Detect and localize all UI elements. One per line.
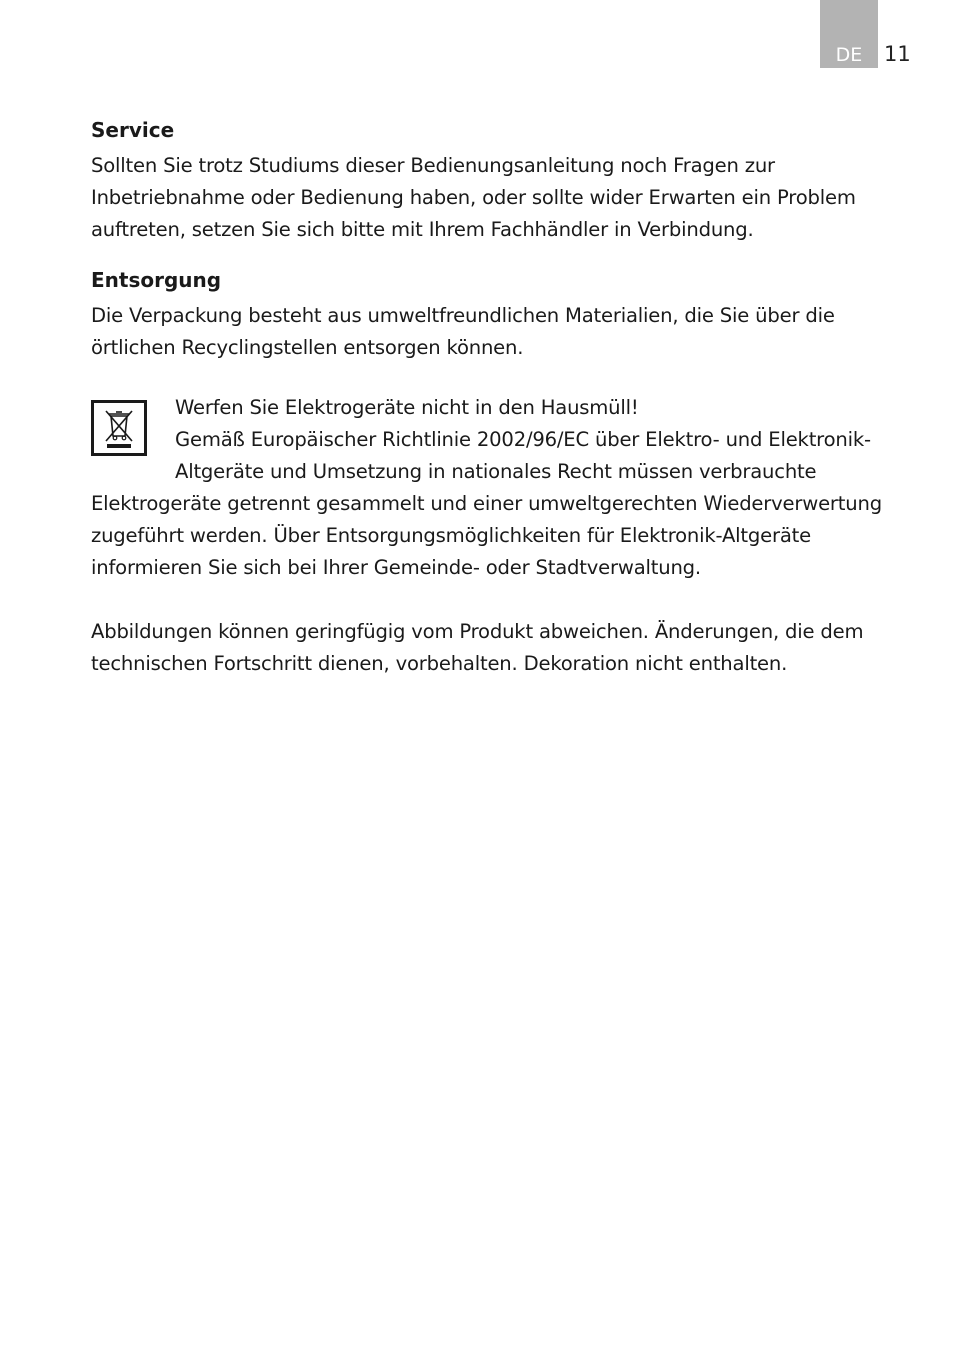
- service-heading: Service: [91, 118, 175, 142]
- page-number: 11: [884, 42, 911, 66]
- language-label: DE: [835, 44, 863, 66]
- weee-section: [91, 392, 913, 584]
- service-text: Sollten Sie trotz Studiums dieser Bedienungsanleitung noch Fragen zur Inbetriebnahme oder Bedienung haben, oder sollte wider Erwarten ein Problem auftreten, setzen Sie sich bitte mit Ihrem Fachhändler in Verbindung.: [91, 154, 856, 241]
- page-content: [91, 116, 913, 680]
- notice-text: Abbildungen können geringfügig vom Produkt abweichen. Änderungen, die dem technischen Fortschritt dienen, vorbehalten. Dekoration nicht enthalten.: [91, 620, 864, 675]
- crossed-out-wheelie-bin-icon: [91, 400, 147, 456]
- language-tab: [820, 0, 878, 68]
- weee-text: Gemäß Europäischer Richtlinie 2002/96/EC über Elektro- und Elektronik-Altgeräte und Umsetzung in nationales Recht müssen verbrauchte Elektrogeräte getrennt gesammelt und einer umweltgerechten Wiederverwertung zugeführt werden. Über Entsorgungsmöglichkeiten für Elektronik-Altgeräte informieren Sie sich bei Ihrer Gemeinde- oder Stadtverwaltung.: [91, 428, 882, 579]
- weee-warning: Werfen Sie Elektrogeräte nicht in den Hausmüll!: [175, 396, 639, 419]
- entsorgung-heading: Entsorgung: [91, 268, 222, 292]
- entsorgung-text: Die Verpackung besteht aus umweltfreundlichen Materialien, die Sie über die örtlichen Recyclingstellen entsorgen können.: [91, 304, 835, 359]
